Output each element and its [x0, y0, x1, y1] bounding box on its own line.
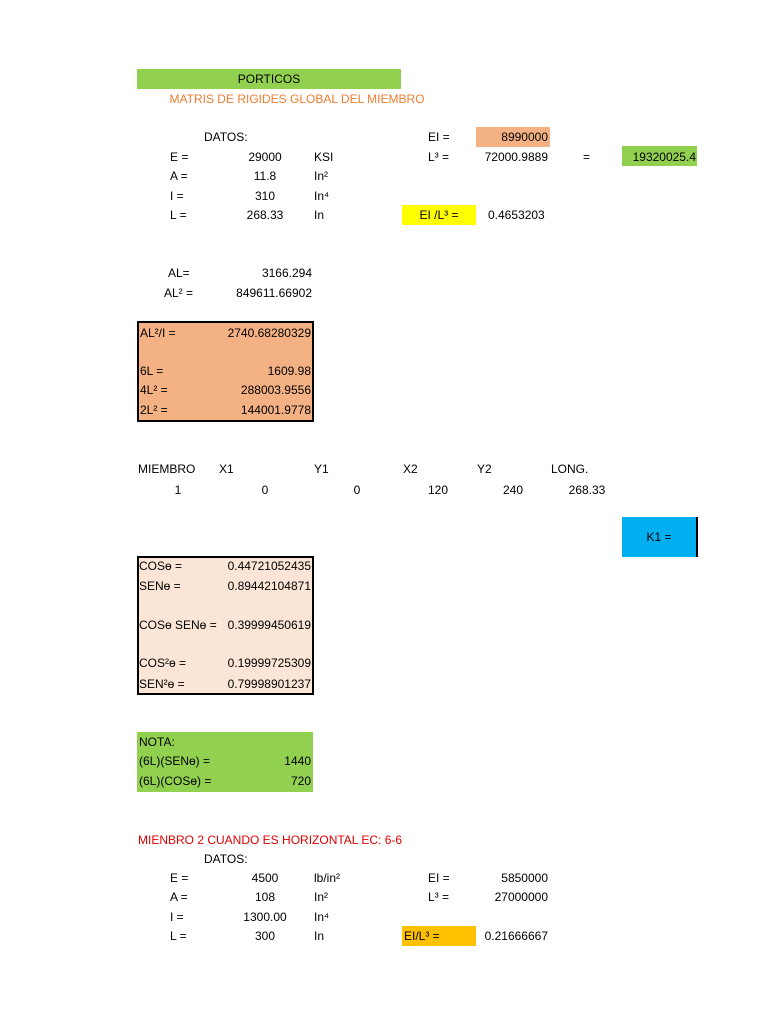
i-value: 310: [254, 189, 276, 203]
l3-result: 19320025.4: [632, 150, 696, 164]
cos2-label: COS²ɵ =: [139, 656, 187, 670]
table-cell-long: 268.33: [568, 483, 606, 497]
ei-value: 8990000: [501, 130, 548, 144]
cos-label: COSɵ =: [139, 559, 183, 573]
cos-value: 0.44721052435: [227, 559, 311, 573]
eil3-value: 0.4653203: [488, 208, 545, 222]
table-header-miembro: MIEMBRO: [138, 462, 196, 476]
al2-value: 849611.66902: [236, 286, 312, 300]
i-label: I =: [170, 189, 184, 203]
member2-title: MIENBRO 2 CUANDO ES HORIZONTAL EC: 6-6: [138, 833, 403, 847]
eil3-label: EI /L³ =: [419, 208, 459, 222]
a-unit: In²: [314, 169, 329, 183]
l3-equals: =: [583, 150, 591, 164]
table-header-y1: Y1: [314, 462, 329, 476]
m2-l-unit: In: [314, 929, 325, 943]
sen2-value: 0.79998901237: [227, 677, 311, 691]
sen-value: 0.89442104871: [227, 579, 311, 593]
6l-value: 1609.98: [267, 364, 311, 378]
l-unit: In: [314, 208, 325, 222]
m2-ei-value: 5850000: [501, 871, 548, 885]
table-header-x1: X1: [219, 462, 234, 476]
l-value: 268.33: [246, 208, 284, 222]
al2i-label: AL²/I =: [140, 326, 176, 340]
e-value: 29000: [248, 150, 282, 164]
6l-label: 6L =: [140, 364, 164, 378]
m2-l3-label: L³ =: [428, 890, 450, 904]
m2-eil3-label: EI/L³ =: [404, 929, 440, 943]
member2-datos-label: DATOS:: [204, 852, 248, 866]
cossen-value: 0.39999450619: [227, 618, 311, 632]
al2-label: AL² =: [164, 286, 194, 300]
al-value: 3166.294: [261, 266, 312, 280]
l3-label: L³ =: [428, 150, 450, 164]
m2-l-value: 300: [254, 929, 276, 943]
e-label: E =: [170, 150, 189, 164]
e-unit: KSI: [314, 150, 334, 164]
m2-a-label: A =: [170, 890, 188, 904]
m2-e-unit: lb/in²: [314, 871, 341, 885]
table-header-y2: Y2: [477, 462, 492, 476]
l6sen-label: (6L)(SENɵ) =: [139, 754, 211, 768]
2l2-value: 144001.9778: [240, 403, 311, 417]
l6sen-value: 1440: [284, 754, 311, 768]
m2-e-value: 4500: [251, 871, 279, 885]
page-subtitle: MATRIS DE RIGIDES GLOBAL DEL MIEMBRO: [169, 92, 425, 106]
table-cell-miembro: 1: [174, 483, 182, 497]
l-label: L =: [170, 208, 187, 222]
table-header-x2: X2: [403, 462, 418, 476]
4l2-value: 288003.9556: [240, 383, 311, 397]
m2-ei-label: EI =: [428, 871, 450, 885]
l3-value: 72000.9889: [484, 150, 548, 164]
m2-i-value: 1300.00: [243, 910, 287, 924]
m2-i-unit: In⁴: [314, 910, 330, 924]
cossen-label: COSɵ SENɵ =: [139, 618, 217, 632]
nota-label: NOTA:: [139, 735, 175, 749]
m2-eil3-value: 0.21666667: [484, 929, 548, 943]
m2-l-label: L =: [170, 929, 187, 943]
a-label: A =: [170, 169, 188, 183]
table-cell-y1: 0: [353, 483, 361, 497]
m2-a-value: 108: [254, 890, 276, 904]
m2-i-label: I =: [170, 910, 184, 924]
table-cell-y2: 240: [502, 483, 524, 497]
table-cell-x1: 0: [261, 483, 269, 497]
4l2-label: 4L² =: [140, 383, 168, 397]
table-header-long: LONG.: [551, 462, 589, 476]
m2-l3-value: 27000000: [494, 890, 548, 904]
m2-a-unit: In²: [314, 890, 329, 904]
sen2-label: SEN²ɵ =: [139, 677, 185, 691]
table-cell-x2: 120: [427, 483, 449, 497]
al-label: AL=: [168, 266, 190, 280]
page-title: PORTICOS: [237, 72, 301, 86]
l6cos-value: 720: [290, 774, 311, 788]
2l2-label: 2L² =: [140, 403, 168, 417]
sen-label: SENɵ =: [139, 579, 181, 593]
k1-label: K1 =: [646, 530, 672, 544]
a-value: 11.8: [253, 169, 277, 183]
m2-e-label: E =: [170, 871, 189, 885]
al2i-value: 2740.68280329: [227, 326, 311, 340]
i-unit: In⁴: [314, 189, 330, 203]
l6cos-label: (6L)(COSɵ) =: [139, 774, 212, 788]
ei-label: EI =: [428, 130, 450, 144]
datos-label: DATOS:: [204, 130, 248, 144]
cos2-value: 0.19999725309: [227, 656, 311, 670]
